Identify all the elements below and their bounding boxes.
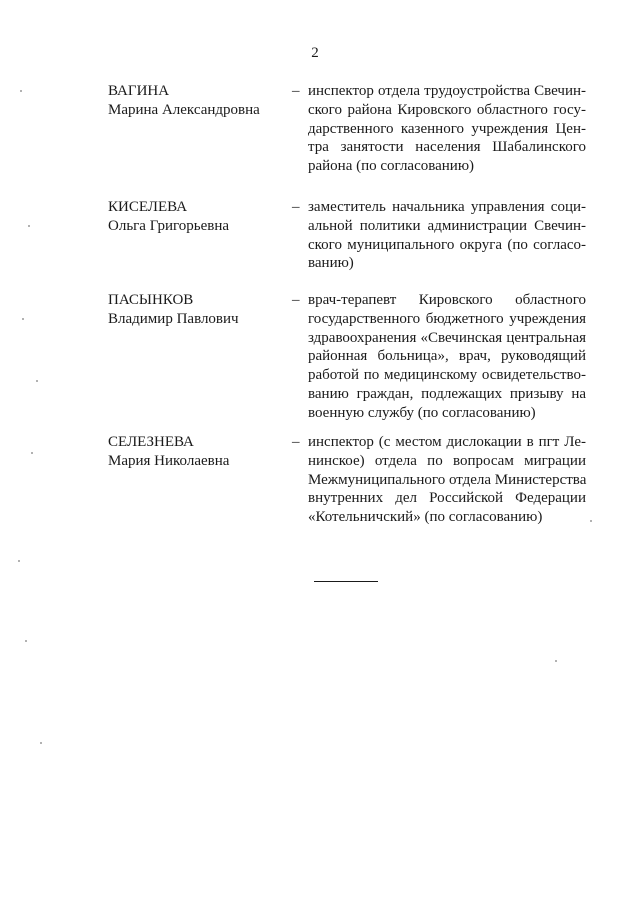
description-line: здравоохранения «Свечинская центральная xyxy=(308,329,586,346)
person-surname: ВАГИНА xyxy=(108,83,170,99)
person-given-names: Мария Николаевна xyxy=(108,452,230,469)
description-line: тра занятости населения Шабалинского xyxy=(308,139,586,156)
scan-speck xyxy=(18,560,20,562)
description-line: альной политики администрации Свечин- xyxy=(308,217,586,234)
person-name xyxy=(108,82,278,120)
person-given-names: Марина Александровна xyxy=(108,101,260,118)
position-description xyxy=(308,433,586,527)
person-name xyxy=(108,433,278,471)
description-line: военную службу (по согласованию) xyxy=(308,404,536,421)
dash: – xyxy=(292,434,300,450)
description-line: внутренних дел Российской Федерации xyxy=(308,490,586,507)
dash: – xyxy=(292,83,300,99)
description-line: работой по медицинскому освидетельство- xyxy=(308,367,586,384)
scan-speck xyxy=(20,90,22,92)
description-line: врач-терапевт Кировского областного xyxy=(308,292,586,308)
person-given-names: Владимир Павлович xyxy=(108,310,239,327)
description-line: дарственного казенного учреждения Цен- xyxy=(308,120,586,137)
position-description xyxy=(308,82,586,176)
scan-speck xyxy=(31,452,33,454)
dash: – xyxy=(292,292,300,308)
description-line: ского муниципального округа (по согласо- xyxy=(308,236,586,253)
end-of-list-rule xyxy=(314,581,378,582)
description-line: «Котельничский» (по согласованию) xyxy=(308,509,543,526)
scan-speck xyxy=(40,742,42,744)
dash: – xyxy=(292,199,300,215)
person-given-names: Ольга Григорьевна xyxy=(108,217,230,234)
description-line: инспектор отдела трудоустройства Свечин- xyxy=(308,83,586,99)
page-number: 2 xyxy=(311,45,319,61)
description-line: ского района Кировского областного госу- xyxy=(308,101,586,118)
description-line: государственного бюджетного учреждения xyxy=(308,310,586,327)
scan-speck xyxy=(555,660,557,662)
scan-speck xyxy=(36,380,38,382)
description-line: инспектор (с местом дислокации в пгт Ле- xyxy=(308,434,586,450)
description-line: Межмуниципального отдела Министерства xyxy=(308,471,587,488)
person-name xyxy=(108,198,278,236)
description-line: нинское) отдела по вопросам миграции xyxy=(308,452,586,469)
description-line: ванию граждан, подлежащих призыву на xyxy=(308,385,586,402)
scan-speck xyxy=(590,520,592,522)
scan-speck xyxy=(25,640,27,642)
description-line: заместитель начальника управления соци- xyxy=(308,199,586,215)
position-description xyxy=(308,198,586,273)
scan-speck xyxy=(28,225,30,227)
description-line: ванию) xyxy=(308,255,354,272)
person-surname: СЕЛЕЗНЕВА xyxy=(108,434,194,450)
position-description xyxy=(308,291,586,423)
person-name xyxy=(108,291,278,329)
description-line: районная больница», врач, руководящий xyxy=(308,348,586,365)
description-line: района (по согласованию) xyxy=(308,158,475,175)
person-surname: КИСЕЛЕВА xyxy=(108,199,188,215)
person-surname: ПАСЫНКОВ xyxy=(108,292,194,308)
scan-speck xyxy=(22,318,24,320)
